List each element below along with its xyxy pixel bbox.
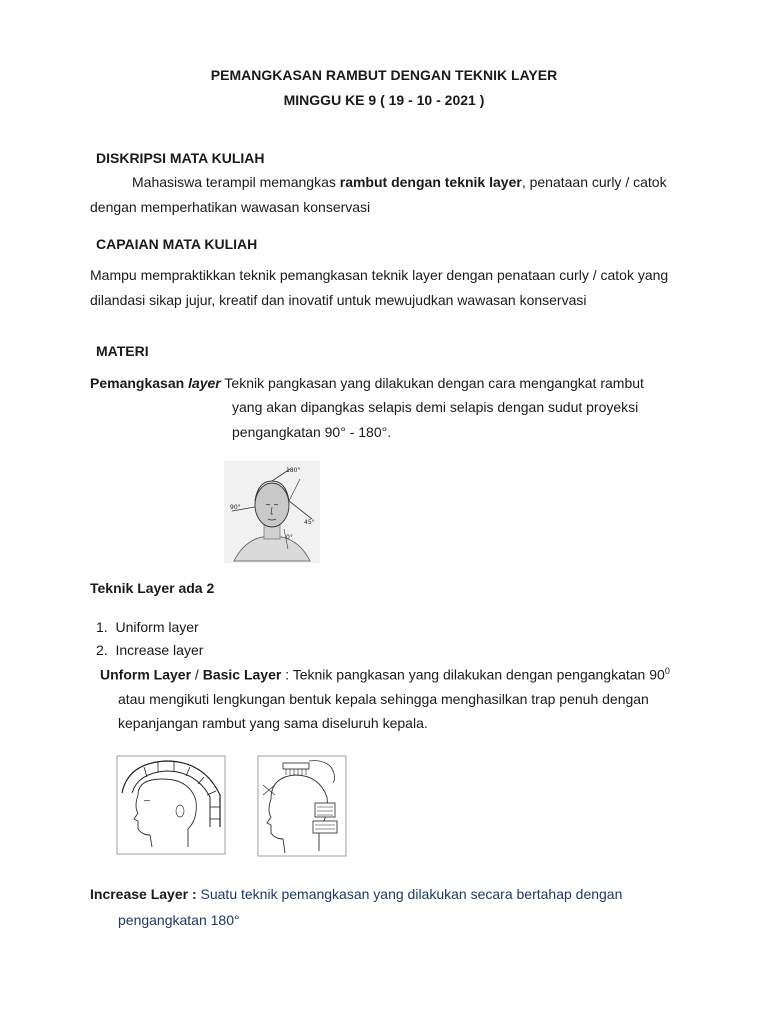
deskripsi-text-end: , penataan curly / catok — [521, 174, 667, 190]
list-item: 1. Uniform layer — [96, 619, 199, 635]
list-item-label: Uniform layer — [115, 619, 199, 635]
capaian-line2: dilandasi sikap jujur, kreatif dan inovatif untuk mewujudkan wawasan konservasi — [90, 292, 587, 308]
deskripsi-line1 — [132, 174, 667, 190]
angle-label-0: 0° — [286, 534, 293, 541]
teknik-heading: Teknik Layer ada 2 — [90, 580, 215, 596]
increase-def-start: Suatu teknik pemangkasan yang dilakukan secara bertahap dengan — [200, 886, 623, 902]
uniform-definition-line2: atau mengikuti lengkungan bentuk kepala sehingga menghasilkan trap penuh dengan — [118, 691, 649, 707]
page-title: PEMANGKASAN RAMBUT DENGAN TEKNIK LAYER — [210, 67, 558, 83]
materi-definition-line1 — [90, 375, 644, 391]
section-heading-capaian: CAPAIAN MATA KULIAH — [96, 236, 258, 252]
materi-term: Pemangkasan — [90, 375, 189, 391]
materi-def-start: Teknik pangkasan yang dilakukan dengan cara mengangkat rambut — [220, 375, 644, 391]
uniform-definition-line3: kepanjangan rambut yang sama diseluruh kepala. — [118, 715, 428, 731]
uniform-def-start: Teknik pangkasan yang dilakukan dengan pengangkatan 90 — [292, 666, 665, 683]
deskripsi-text-start: Mahasiswa terampil memangkas — [132, 174, 340, 190]
uniform-definition-line1 — [100, 666, 670, 683]
basic-term: Basic Layer — [202, 666, 282, 683]
deskripsi-line2: dengan memperhatikan wawasan konservasi — [90, 199, 371, 215]
materi-definition-line2: yang akan dipangkas selapis demi selapis dengan sudut proyeksi — [232, 399, 639, 415]
materi-definition-line3: pengangkatan 90° - 180°. — [232, 424, 392, 440]
uniform-colon: : — [281, 666, 293, 683]
materi-term-italic: layer — [188, 375, 221, 391]
page-subtitle: MINGGU KE 9 ( 19 - 10 - 2021 ) — [283, 92, 485, 108]
uniform-degree-sup: 0 — [664, 666, 670, 676]
list-item-label: Increase layer — [115, 642, 204, 658]
angle-label-45: 45° — [304, 519, 315, 526]
capaian-line1: Mampu mempraktikkan teknik pemangkasan teknik layer dengan penataan curly / catok yang — [90, 267, 669, 283]
head-angle-illustration — [224, 461, 320, 563]
section-heading-materi: MATERI — [96, 343, 149, 359]
list-item: 2. Increase layer — [96, 642, 204, 658]
angle-label-180: 180° — [286, 467, 301, 474]
uniform-layer-sections-illustration — [116, 755, 226, 855]
angle-label-90: 90° — [230, 504, 241, 511]
uniform-separator: / — [191, 666, 203, 683]
uniform-term: Unform Layer — [100, 666, 192, 683]
increase-definition-line1 — [90, 886, 622, 902]
increase-definition-line2: pengangkatan 180° — [118, 912, 240, 928]
increase-term: Increase Layer : — [90, 886, 201, 902]
section-heading-deskripsi: DISKRIPSI MATA KULIAH — [96, 150, 265, 166]
deskripsi-text-bold: rambut dengan teknik layer — [339, 174, 522, 190]
uniform-layer-cutting-illustration — [257, 755, 347, 857]
